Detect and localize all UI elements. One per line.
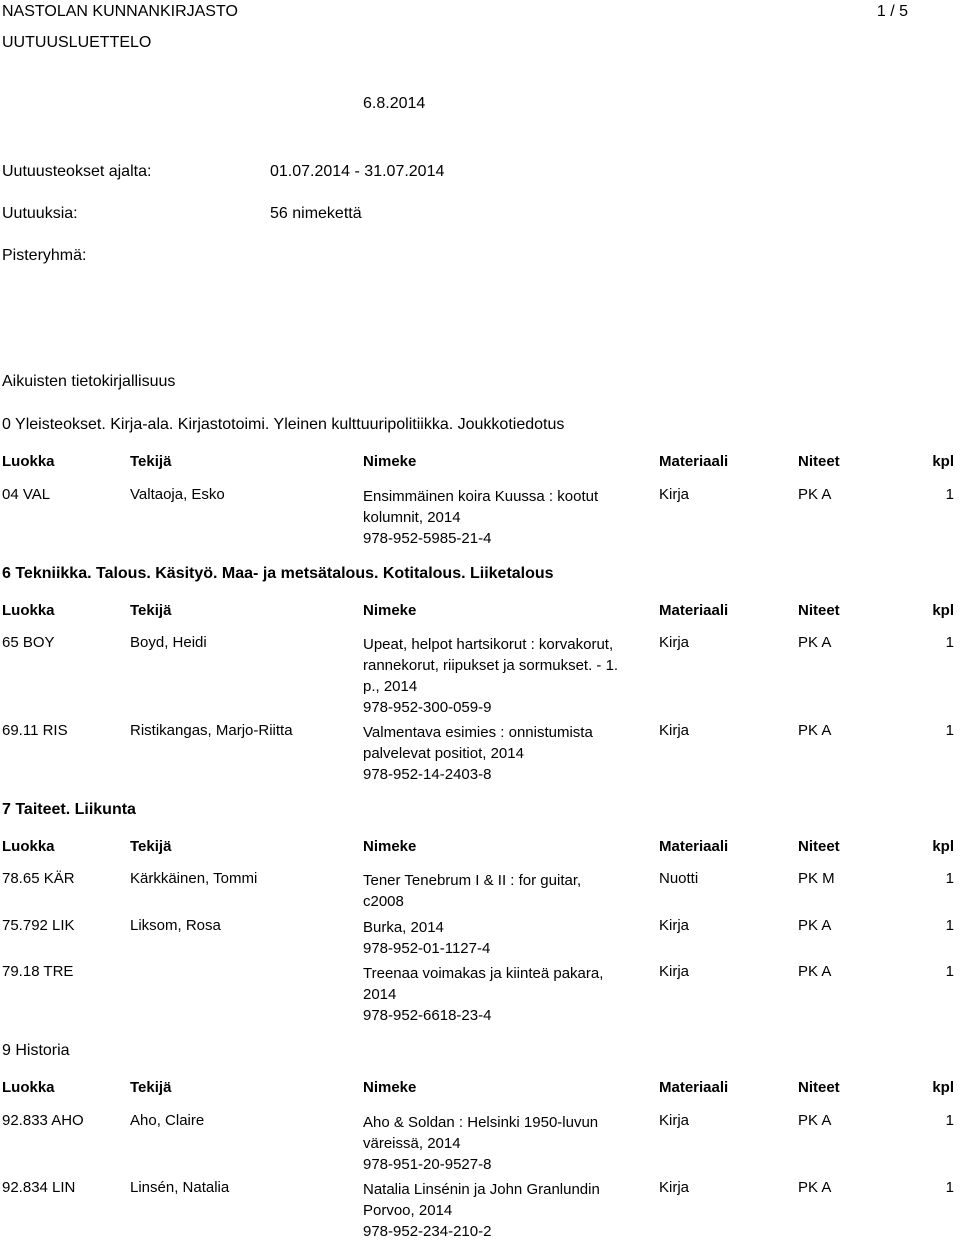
section-title: 0 Yleisteokset. Kirja-ala. Kirjastotoimi. Yleinen kulttuuripolitiikka. Joukkotiedotus — [2, 416, 565, 433]
luokka-cell: 04 VAL — [2, 486, 51, 503]
col-materiaali: Materiaali — [659, 602, 729, 619]
isbn-text: 978-952-234-210-2 — [363, 1223, 492, 1240]
count-label: Uutuuksia: — [2, 205, 78, 222]
group-label: Pisteryhmä: — [2, 247, 87, 264]
count-cell: 1 — [945, 1179, 954, 1196]
material-cell: Kirja — [659, 634, 690, 651]
author-cell: Ristikangas, Marjo-Riitta — [130, 722, 293, 739]
author-cell: Aho, Claire — [130, 1112, 205, 1129]
title-cell — [363, 963, 625, 1026]
luokka-cell: 78.65 KÄR — [2, 870, 75, 887]
table-header — [0, 453, 960, 477]
col-kpl: kpl — [932, 602, 954, 619]
copies-location-cell: PK M — [798, 870, 835, 887]
table-header — [0, 838, 960, 862]
col-luokka: Luokka — [2, 838, 55, 855]
title-cell — [363, 722, 625, 785]
luokka-cell: 65 BOY — [2, 634, 55, 651]
copies-location-cell: PK A — [798, 722, 832, 739]
luokka-cell: 92.833 AHO — [2, 1112, 84, 1129]
title-text: Aho & Soldan : Helsinki 1950-luvun väreissä, 2014 — [363, 1114, 599, 1152]
col-kpl: kpl — [932, 1079, 954, 1096]
title-text: Treenaa voimakas ja kiinteä pakara, 2014 — [363, 965, 604, 1003]
col-luokka: Luokka — [2, 1079, 55, 1096]
luokka-cell: 79.18 TRE — [2, 963, 74, 980]
table-header — [0, 1079, 960, 1103]
col-luokka: Luokka — [2, 453, 55, 470]
report-date: 6.8.2014 — [363, 95, 426, 112]
col-nimeke: Nimeke — [363, 602, 417, 619]
count-cell: 1 — [945, 722, 954, 739]
title-cell — [363, 870, 625, 912]
col-niteet: Niteet — [798, 453, 840, 470]
count-cell: 1 — [945, 486, 954, 503]
col-materiaali: Materiaali — [659, 1079, 729, 1096]
col-niteet: Niteet — [798, 602, 840, 619]
title-text: Natalia Linsénin ja John Granlundin Porvoo, 2014 — [363, 1181, 600, 1219]
count-cell: 1 — [945, 963, 954, 980]
material-cell: Kirja — [659, 486, 690, 503]
col-tekija: Tekijä — [130, 602, 172, 619]
period-value: 01.07.2014 - 31.07.2014 — [270, 163, 445, 180]
copies-location-cell: PK A — [798, 634, 832, 651]
luokka-cell: 75.792 LIK — [2, 917, 75, 934]
col-niteet: Niteet — [798, 838, 840, 855]
title-cell — [363, 1179, 625, 1242]
copies-location-cell: PK A — [798, 1179, 832, 1196]
section-title: 7 Taiteet. Liikunta — [2, 801, 136, 818]
author-cell: Kärkkäinen, Tommi — [130, 870, 258, 887]
col-luokka: Luokka — [2, 602, 55, 619]
title-cell — [363, 634, 625, 718]
material-cell: Kirja — [659, 1112, 690, 1129]
period-label: Uutuusteokset ajalta: — [2, 163, 152, 180]
luokka-cell: 92.834 LIN — [2, 1179, 76, 1196]
count-cell: 1 — [945, 634, 954, 651]
copies-location-cell: PK A — [798, 1112, 832, 1129]
count-cell: 1 — [945, 870, 954, 887]
col-kpl: kpl — [932, 453, 954, 470]
isbn-text: 978-952-6618-23-4 — [363, 1007, 492, 1024]
title-cell — [363, 1112, 625, 1175]
col-tekija: Tekijä — [130, 453, 172, 470]
luokka-cell: 69.11 RIS — [2, 722, 68, 739]
col-tekija: Tekijä — [130, 1079, 172, 1096]
author-cell: Liksom, Rosa — [130, 917, 221, 934]
author-cell: Linsén, Natalia — [130, 1179, 230, 1196]
page-number: 1 / 5 — [876, 3, 908, 20]
material-cell: Kirja — [659, 722, 690, 739]
section-title: 9 Historia — [2, 1042, 70, 1059]
title-cell — [363, 917, 625, 959]
count-cell: 1 — [945, 917, 954, 934]
isbn-text: 978-951-20-9527-8 — [363, 1156, 492, 1173]
material-cell: Nuotti — [659, 870, 699, 887]
col-materiaali: Materiaali — [659, 453, 729, 470]
material-cell: Kirja — [659, 963, 690, 980]
col-niteet: Niteet — [798, 1079, 840, 1096]
col-nimeke: Nimeke — [363, 453, 417, 470]
col-nimeke: Nimeke — [363, 1079, 417, 1096]
copies-location-cell: PK A — [798, 963, 832, 980]
copies-location-cell: PK A — [798, 917, 832, 934]
section-title: 6 Tekniikka. Talous. Käsityö. Maa- ja metsätalous. Kotitalous. Liiketalous — [2, 565, 554, 582]
isbn-text: 978-952-300-059-9 — [363, 699, 492, 716]
author-cell: Valtaoja, Esko — [130, 486, 225, 503]
count-cell: 1 — [945, 1112, 954, 1129]
title-text: Ensimmäinen koira Kuussa : kootut kolumnit, 2014 — [363, 488, 599, 526]
isbn-text: 978-952-01-1127-4 — [363, 940, 491, 957]
collection-title: Aikuisten tietokirjallisuus — [2, 373, 176, 390]
copies-location-cell: PK A — [798, 486, 832, 503]
table-header — [0, 602, 960, 626]
col-kpl: kpl — [932, 838, 954, 855]
title-text: Valmentava esimies : onnistumista palvelevat positiot, 2014 — [363, 724, 593, 762]
title-text: Tener Tenebrum I & II : for guitar, c2008 — [363, 872, 582, 910]
title-text: Upeat, helpot hartsikorut : korvakorut, rannekorut, riipukset ja sormukset. - 1. p., 2014 — [363, 636, 619, 695]
count-value: 56 nimekettä — [270, 205, 362, 222]
list-title: UUTUUSLUETTELO — [2, 34, 152, 51]
col-materiaali: Materiaali — [659, 838, 729, 855]
title-cell — [363, 486, 625, 549]
isbn-text: 978-952-5985-21-4 — [363, 530, 492, 547]
col-nimeke: Nimeke — [363, 838, 417, 855]
library-name: NASTOLAN KUNNANKIRJASTO — [2, 3, 238, 20]
author-cell: Boyd, Heidi — [130, 634, 207, 651]
material-cell: Kirja — [659, 917, 690, 934]
material-cell: Kirja — [659, 1179, 690, 1196]
col-tekija: Tekijä — [130, 838, 172, 855]
isbn-text: 978-952-14-2403-8 — [363, 766, 492, 783]
title-text: Burka, 2014 — [363, 919, 444, 936]
